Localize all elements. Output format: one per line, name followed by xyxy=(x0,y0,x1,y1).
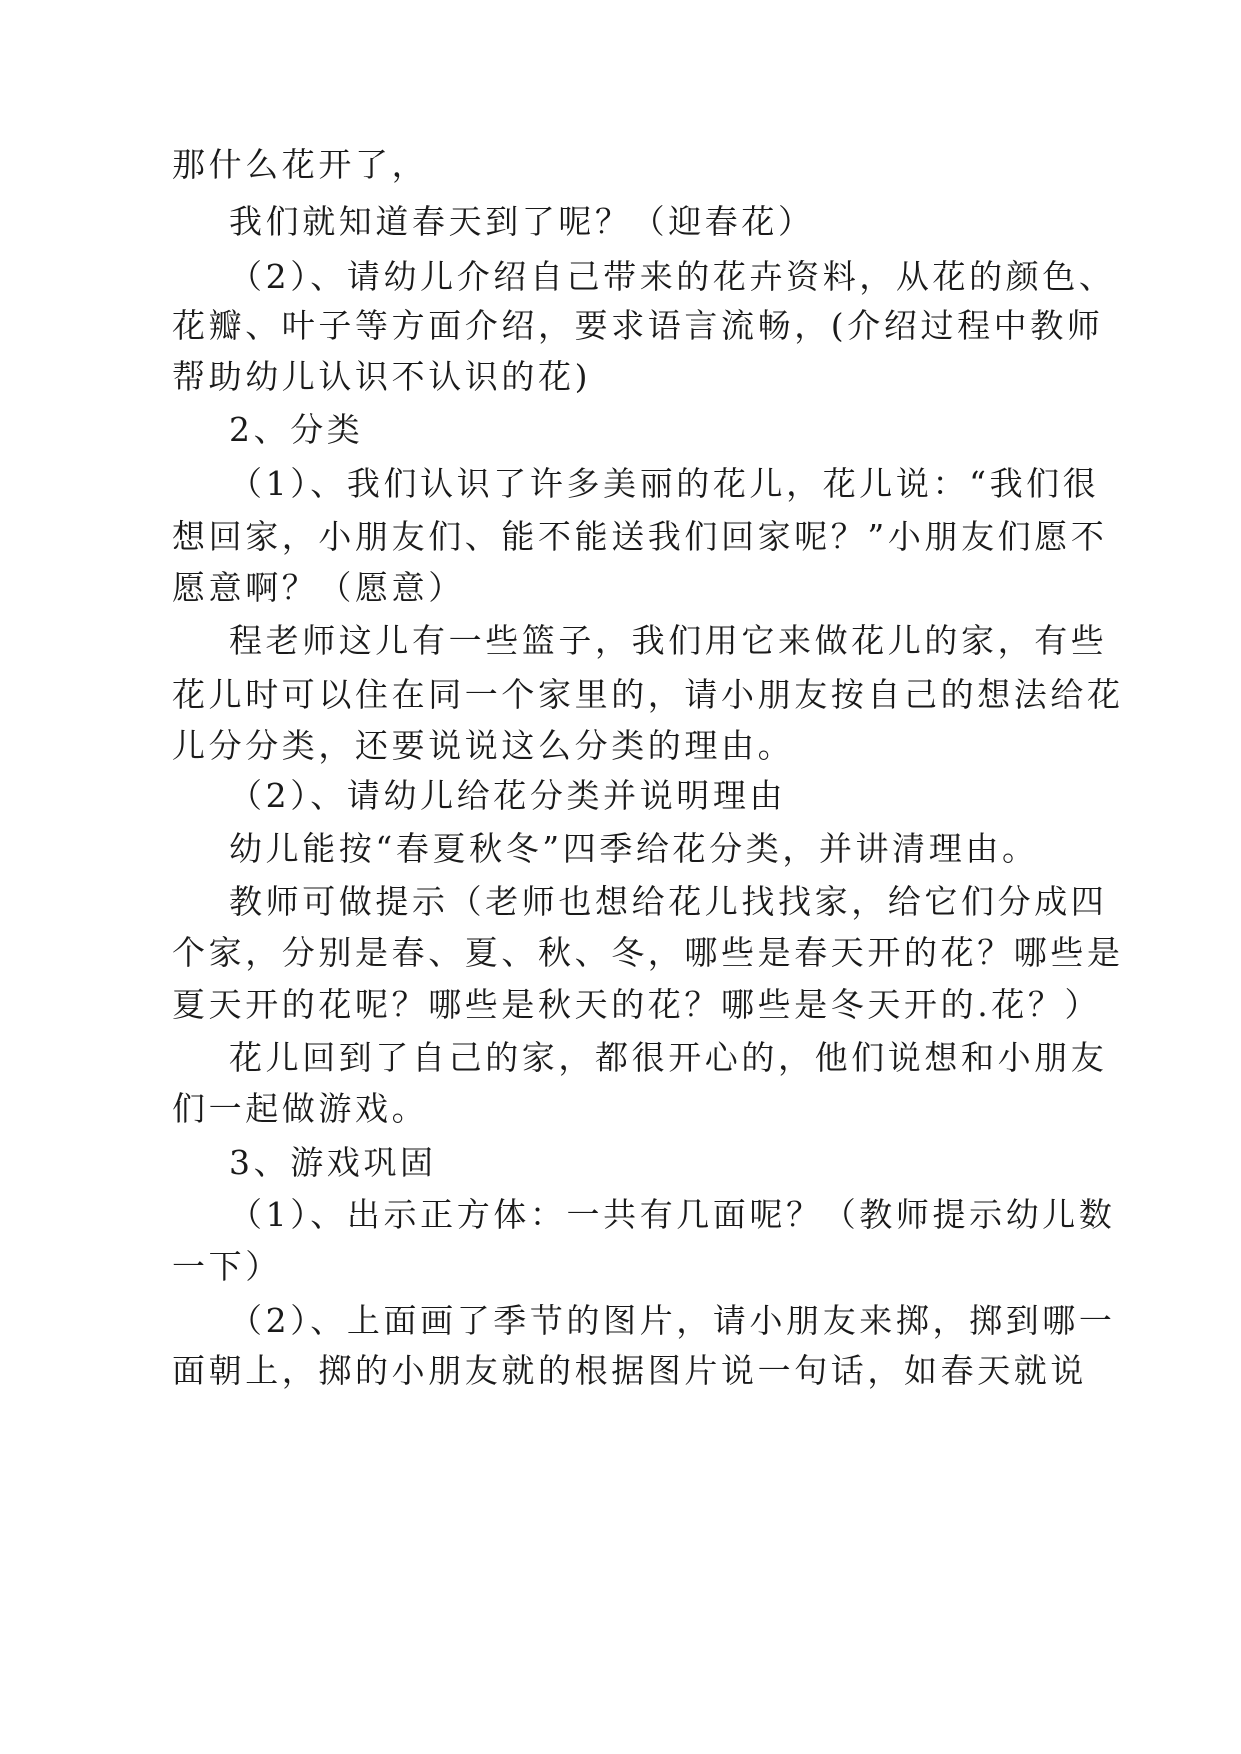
text-line: 面朝上，掷的小朋友就的根据图片说一句话，如春天就说 xyxy=(172,1351,1087,1390)
text-line: 我们就知道春天到了呢？（迎春花） xyxy=(229,202,815,241)
text-line: 夏天开的花呢？哪些是秋天的花？哪些是冬天开的.花？） xyxy=(172,985,1102,1024)
text-line: （2）、请幼儿介绍自己带来的花卉资料，从花的颜色、 xyxy=(229,257,1116,296)
text-line: 帮助幼儿认识不认识的花) xyxy=(172,357,592,396)
text-line: （2）、上面画了季节的图片，请小朋友来掷，掷到哪一 xyxy=(229,1301,1116,1340)
text-line: （1）、出示正方体：一共有几面呢？（教师提示幼儿数 xyxy=(229,1195,1116,1234)
text-line: 幼儿能按“春夏秋冬”四季给花分类，并讲清理由。 xyxy=(229,829,1039,868)
text-line: 儿分分类，还要说说这么分类的理由。 xyxy=(172,726,795,765)
text-line: （1）、我们认识了许多美丽的花儿，花儿说：“我们很 xyxy=(229,464,1100,503)
text-line: 那什么花开了， xyxy=(172,145,429,184)
text-line: 花儿回到了自己的家，都很开心的，他们说想和小朋友 xyxy=(229,1038,1108,1077)
text-line: 教师可做提示（老师也想给花儿找找家，给它们分成四 xyxy=(229,882,1108,921)
section-heading: 2、分类 xyxy=(229,410,364,449)
text-line: 花瓣、叶子等方面介绍，要求语言流畅，(介绍过程中教师 xyxy=(172,306,1104,345)
text-line: 程老师这儿有一些篮子，我们用它来做花儿的家，有些 xyxy=(229,621,1108,660)
text-line: 花儿时可以住在同一个家里的，请小朋友按自己的想法给花 xyxy=(172,675,1124,714)
section-heading: 3、游戏巩固 xyxy=(229,1143,437,1182)
text-line: 们一起做游戏。 xyxy=(172,1089,429,1128)
text-line: 想回家，小朋友们、能不能送我们回家呢？”小朋友们愿不 xyxy=(172,517,1108,556)
text-line: 个家，分别是春、夏、秋、冬，哪些是春天开的花？哪些是 xyxy=(172,933,1124,972)
text-line: 愿意啊？（愿意） xyxy=(172,568,465,607)
text-line: 一下） xyxy=(172,1247,282,1286)
text-line: （2）、请幼儿给花分类并说明理由 xyxy=(229,776,787,815)
